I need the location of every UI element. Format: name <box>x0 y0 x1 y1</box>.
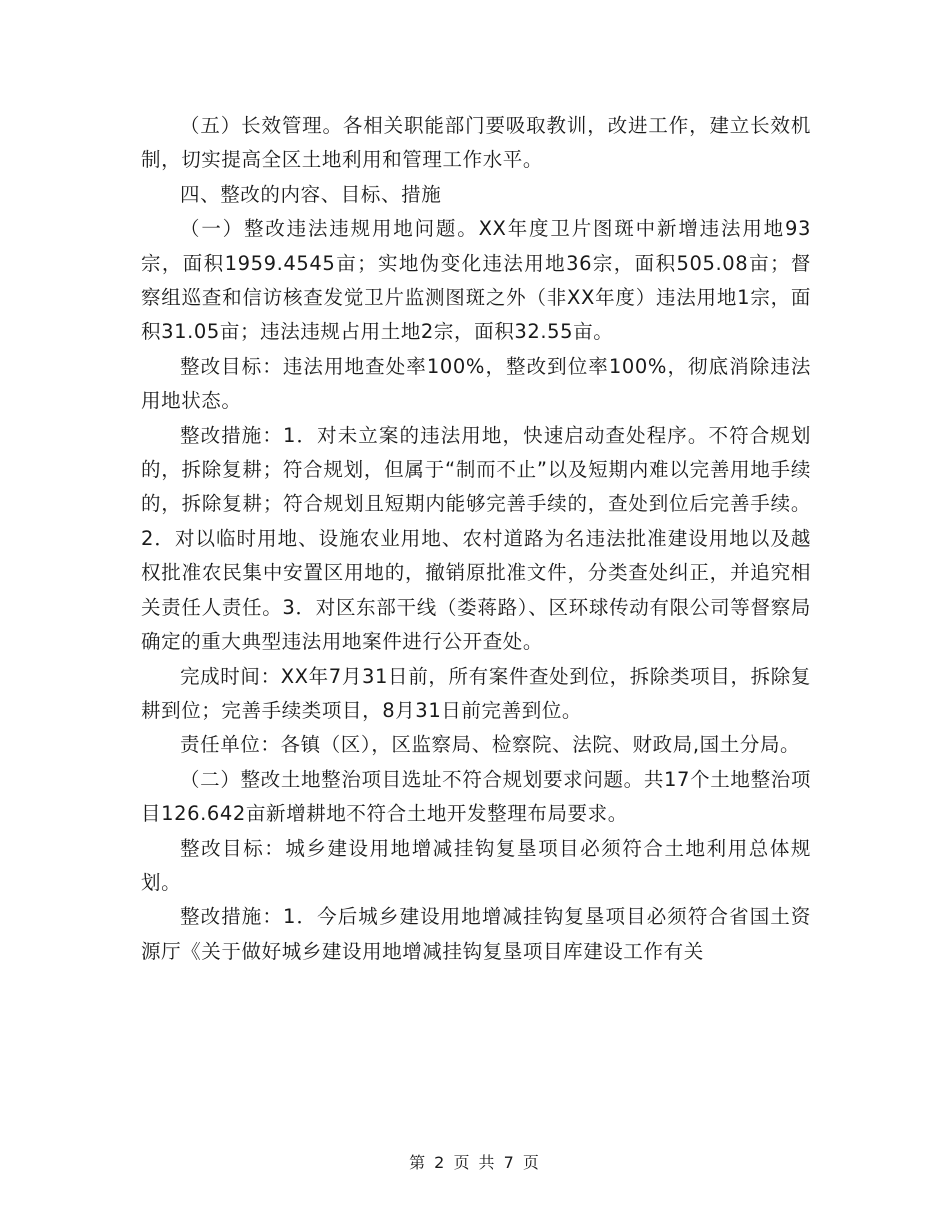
section-heading-rectification: 四、整改的内容、目标、措施 <box>180 182 442 206</box>
document-body <box>141 109 811 969</box>
paragraph-illegal-land-use: （一）整改违法违规用地问题。XX年度卫片图斑中新增违法用地93宗，面积1959.4545亩；实地伪变化违法用地36宗，面积505.08亩；督察组巡查和信访核查发觉卫片监测图斑之外（非XX年度）违法用地1宗，面积31.05亩；违法违规占用土地2宗，面积32.55亩。 <box>141 217 811 344</box>
page-number-footer: 第 2 页 共 7 页 <box>409 1153 541 1172</box>
paragraph-rectification-measures-2: 整改措施：1．今后城乡建设用地增减挂钩复垦项目必须符合省国土资源厅《关于做好城乡建设用地增减挂钩复垦项目库建设工作有关 <box>141 905 811 963</box>
paragraph-completion-time: 完成时间：XX年7月31日前，所有案件查处到位，拆除类项目，拆除复耕到位；完善手续类项目，8月31日前完善到位。 <box>141 664 811 722</box>
paragraph-land-remediation: （二）整改土地整治项目选址不符合规划要求问题。共17个土地整治项目126.642亩新增耕地不符合土地开发整理布局要求。 <box>141 767 811 826</box>
paragraph-long-term-management: （五）长效管理。各相关职能部门要吸取教训，改进工作，建立长效机制，切实提高全区土地利用和管理工作水平。 <box>141 114 811 172</box>
paragraph-rectification-measures-1: 整改措施：1．对未立案的违法用地，快速启动查处程序。不符合规划的，拆除复耕；符合规划，但属于“制而不止”以及短期内难以完善用地手续的，拆除复耕；符合规划且短期内能够完善手续的，查处到位后完善手续。2．对以临时用地、设施农业用地、农村道路为名违法批准建设用地以及越权批准农民集中安置区用地的，撤销原批准文件，分类查处纠正，并追究相关责任人责任。3．对区东部干线（娄蒋路）、区环球传动有限公司等督察局确定的重大典型违法用地案件进行公开查处。 <box>141 423 811 654</box>
paragraph-responsible-units: 责任单位：各镇（区），区监察局、检察院、法院、财政局,国土分局。 <box>180 733 801 757</box>
paragraph-rectification-goal-2: 整改目标：城乡建设用地增减挂钩复垦项目必须符合土地利用总体规划。 <box>141 836 811 894</box>
paragraph-rectification-goal-1: 整改目标：违法用地查处率100%，整改到位率100%，彻底消除违法用地状态。 <box>141 354 811 413</box>
